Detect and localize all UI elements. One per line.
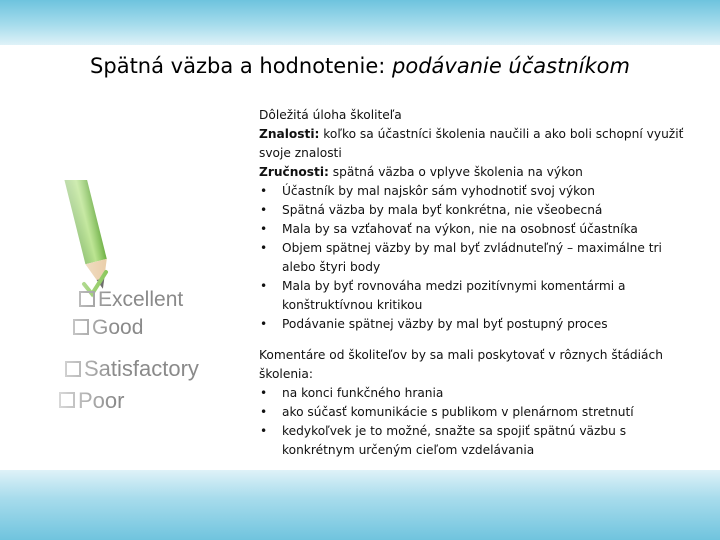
bottom-band	[0, 470, 720, 540]
skills-paragraph	[259, 163, 699, 182]
top-band	[0, 0, 720, 45]
list-item: • Objem spätnej väzby by mal byť zvládnuteľný – maximálne tri alebo štyri body	[259, 239, 699, 277]
spacer	[259, 334, 699, 346]
list-item: • ako súčasť komunikácie s publikom v plenárnom stretnutí	[259, 403, 699, 422]
list-item: • kedykoľvek je to možné, snažte sa spojiť spätnú väzbu s konkrétnym určeným cieľom vzdelávania	[259, 422, 699, 460]
knowledge-paragraph	[259, 125, 699, 163]
slide-content	[259, 106, 699, 460]
knowledge-label: Znalosti:	[259, 127, 320, 141]
knowledge-text: koľko sa účastníci školenia naučili a ako boli schopní využiť svoje znalosti	[259, 127, 684, 160]
list-item: • Mala by byť rovnováha medzi pozitívnymi komentármi a konštruktívnou kritikou	[259, 277, 699, 315]
list-item: • Spätná väzba by mala byť konkrétna, nie všeobecná	[259, 201, 699, 220]
title-italic: podávanie účastníkom	[392, 54, 630, 78]
comments-intro: Komentáre od školiteľov by sa mali poskytovať v rôznych štádiách školenia:	[259, 348, 663, 381]
title-main: Spätná väzba a hodnotenie:	[90, 54, 393, 78]
skills-label: Zručnosti:	[259, 165, 329, 179]
list-item: • Mala by sa vzťahovať na výkon, nie na osobnosť účastníka	[259, 220, 699, 239]
skills-bullet-list	[259, 182, 699, 334]
checklist-illustration	[40, 180, 255, 440]
checklist-graphic	[40, 180, 255, 440]
list-item: • Podávanie spätnej väzby by mal byť postupný proces	[259, 315, 699, 334]
slide-title	[0, 54, 720, 78]
comments-bullet-list	[259, 384, 699, 460]
list-item: • na konci funkčného hrania	[259, 384, 699, 403]
skills-text: spätná väzba o vplyve školenia na výkon	[328, 165, 583, 179]
content-heading: Dôležitá úloha školiteľa	[259, 108, 402, 122]
list-item: • Účastník by mal najskôr sám vyhodnotiť svoj výkon	[259, 182, 699, 201]
